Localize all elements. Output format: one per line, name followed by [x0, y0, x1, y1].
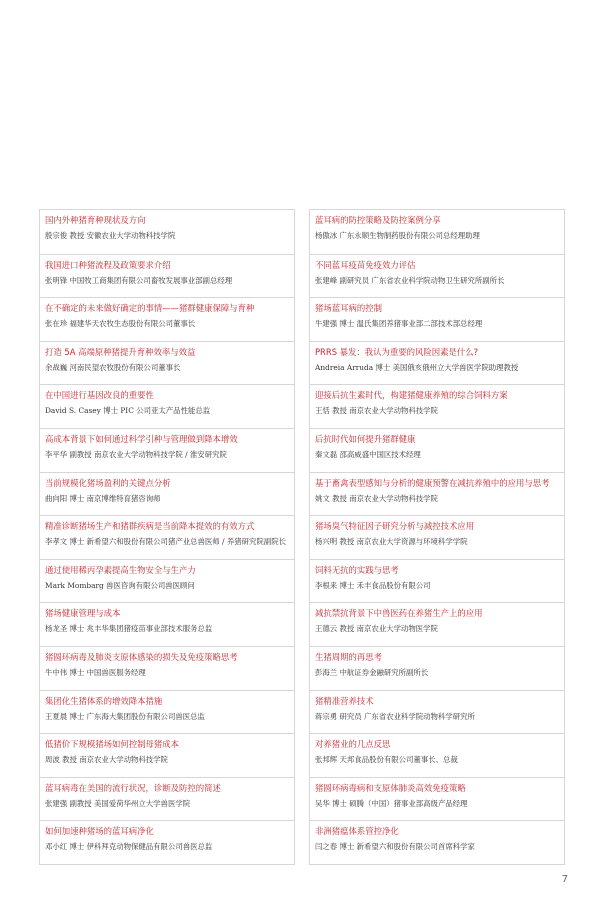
speaker-info: 张建强 副教授 美国爱荷华州立大学兽医学院 [45, 798, 191, 808]
talk-title: 猪精准营养技术 [315, 695, 374, 706]
speaker-info: 张在珍 福建华天农牧生态股份有限公司董事长 [45, 319, 196, 329]
page-number: 7 [561, 874, 568, 885]
talk-entry [310, 559, 564, 603]
talk-title: 低猪价下规模猪场如何控制母猪成本 [45, 739, 179, 750]
talk-title: 减抗禁抗背景下中兽医药在养猪生产上的应用 [315, 608, 483, 619]
talk-title: PRRS 暴发：我认为重要的风险因素是什么? [315, 346, 479, 357]
speaker-info: 杨兴明 教授 南京农业大学资源与环境科学学院 [315, 537, 468, 547]
talk-entry [310, 820, 564, 864]
speaker-info: David S. Casey 博士 PIC 公司亚太产品性能总监 [45, 406, 211, 416]
talk-title: 集团化生猪体系的增效降本措施 [45, 695, 163, 706]
talk-entry [40, 515, 294, 559]
speaker-info: 吴华 博士 硕腾（中国）猪事业部高级产品经理 [315, 798, 468, 808]
speaker-info: 殷宗俊 教授 安徽农业大学动物科技学院 [45, 231, 176, 240]
talk-title: 猪圆环病毒病和支原体肺炎高效免疫策略 [315, 782, 466, 793]
speaker-info: 周波 教授 南京农业大学动物科技学院 [45, 755, 168, 765]
speaker-info: 杨龙圣 博士 兆丰华集团猪疫苗事业部技术服务总监 [45, 624, 213, 634]
talk-title: 我国进口种猪流程及政策要求介绍 [45, 259, 171, 270]
talk-entry [40, 733, 294, 777]
talk-entry [40, 210, 294, 254]
talk-title: 当前规模化猪场盈利的关键点分析 [45, 477, 171, 488]
talk-entry [310, 602, 564, 646]
talk-title: 猪场臭气特征因子研究分析与减控技术应用 [315, 521, 475, 532]
talk-entry [310, 690, 564, 734]
talk-title: 迎接后抗生素时代，构建猪健康养殖的综合饲料方案 [315, 390, 508, 401]
talk-entry [310, 297, 564, 341]
speaker-info: 闫之春 博士 新希望六和股份有限公司首席科学家 [315, 842, 475, 852]
talk-entry [310, 428, 564, 472]
speaker-info: 彭海兰 中航证券金融研究所副所长 [315, 667, 429, 677]
talk-title: 打造 5A 高端原种猪提升育种效率与效益 [45, 346, 196, 357]
talk-title: 不同蓝耳疫苗免疫效力评估 [315, 259, 416, 270]
talk-entry [40, 428, 294, 472]
speaker-info: 余战巍 河南民望农牧股份有限公司董事长 [45, 362, 181, 372]
talk-entry [310, 733, 564, 777]
talk-entry [310, 210, 564, 254]
talk-title: 蓝耳病毒在美国的流行状况，诊断及防控的简述 [45, 782, 221, 793]
speaker-info: 李平华 副教授 南京农业大学动物科技学院 / 淮安研究院 [45, 449, 227, 459]
speaker-info: Andreia Arruda 博士 美国俄亥俄州立大学兽医学院助理教授 [315, 362, 519, 372]
talk-entry [40, 341, 294, 385]
talk-entry [310, 341, 564, 385]
talk-title: 饲料无抗的实践与思考 [315, 564, 399, 575]
speaker-info: 曲向阳 博士 南京博维特育猪咨询师 [45, 493, 161, 503]
speaker-info: Mark Mombarg 兽医咨询有限公司兽医顾问 [45, 580, 195, 590]
talk-entry [40, 472, 294, 516]
speaker-info: 牛建强 博士 温氏集团养猪事业部二部技术部总经理 [315, 319, 483, 329]
speaker-info: 张明锋 中国牧工商集团有限公司畜牧发展事业部副总经理 [45, 275, 233, 285]
talk-entry [310, 254, 564, 298]
talk-title: 猪圆环病毒及肺炎支原体感染的损失及免疫策略思考 [45, 651, 238, 662]
right-column [309, 209, 565, 865]
talk-title: 在不确定的未来做好确定的事情——猪群健康保障与育种 [45, 303, 255, 314]
speaker-info: 李根来 博士 禾丰食品股份有限公司 [315, 580, 431, 590]
talk-entry [310, 472, 564, 516]
talk-entry [40, 602, 294, 646]
speaker-info: 王恬 教授 南京农业大学动物科技学院 [315, 406, 438, 416]
talk-title: 基于畜禽表型感知与分析的健康预警在减抗养殖中的应用与思考 [315, 477, 550, 488]
speaker-info: 李孝文 博士 新希望六和股份有限公司猪产业总兽医师 / 养猪研究院副院长 [45, 537, 286, 547]
talk-title: 在中国进行基因改良的重要性 [45, 390, 154, 401]
speaker-info: 邓小红 博士 伊科拜克动物保健品有限公司兽医总监 [45, 842, 213, 852]
talk-title: 高成本背景下如何通过科学引种与管理做到降本增效 [45, 433, 238, 444]
talk-entry [40, 254, 294, 298]
talk-entry [310, 515, 564, 559]
talk-title: 如何加速种猪场的蓝耳病净化 [45, 826, 154, 837]
talk-entry [40, 646, 294, 690]
speaker-info: 牛中伟 博士 中国兽医服务经理 [45, 667, 146, 677]
talk-title: 蓝耳病的防控策略及防控案例分享 [315, 215, 441, 225]
talk-entry [40, 777, 294, 821]
talk-entry [40, 384, 294, 428]
speaker-info: 杨傲冰 广东永顺生物制药股份有限公司总经理助理 [315, 231, 480, 240]
speaker-info: 王德云 教授 南京农业大学动物医学院 [315, 624, 438, 634]
speaker-info: 张建峰 副研究员 广东省农业科学院动物卫生研究所副所长 [315, 275, 505, 285]
speaker-info: 秦文磊 邵高威盛中国区技术经理 [315, 449, 421, 459]
speaker-info: 姚文 教授 南京农业大学动物科技学院 [315, 493, 438, 503]
left-column [39, 209, 295, 865]
talk-entry [40, 559, 294, 603]
talk-title: 生猪周期的再思考 [315, 651, 382, 662]
speaker-info: 蒋宗勇 研究员 广东省农业科学院动物科学研究所 [315, 711, 475, 721]
talk-title: 精准诊断猪场生产和猪群疾病是当前降本提效的有效方式 [45, 521, 255, 532]
talk-title: 后抗时代如何提升猪群健康 [315, 433, 416, 444]
speaker-info: 王夏晨 博士 广东海大集团股份有限公司兽医总监 [45, 711, 205, 721]
talk-entry [310, 384, 564, 428]
talk-title: 非洲猪瘟体系管控净化 [315, 826, 399, 837]
talk-entry [40, 297, 294, 341]
talk-title: 国内外种猪育种现状及方向 [45, 215, 146, 225]
talk-title: 通过使用稀丙孕素提高生物安全与生产力 [45, 564, 196, 575]
talk-entry [40, 690, 294, 734]
speaker-info: 张邦辉 天邦食品股份有限公司董事长、总裁 [315, 755, 458, 765]
talk-entry [310, 777, 564, 821]
talk-title: 对养猪业的几点反思 [315, 739, 391, 750]
talk-entry [310, 646, 564, 690]
talk-title: 猪场健康管理与成本 [45, 608, 121, 619]
talk-entry [40, 820, 294, 864]
talk-title: 猪场蓝耳病的控制 [315, 303, 382, 314]
